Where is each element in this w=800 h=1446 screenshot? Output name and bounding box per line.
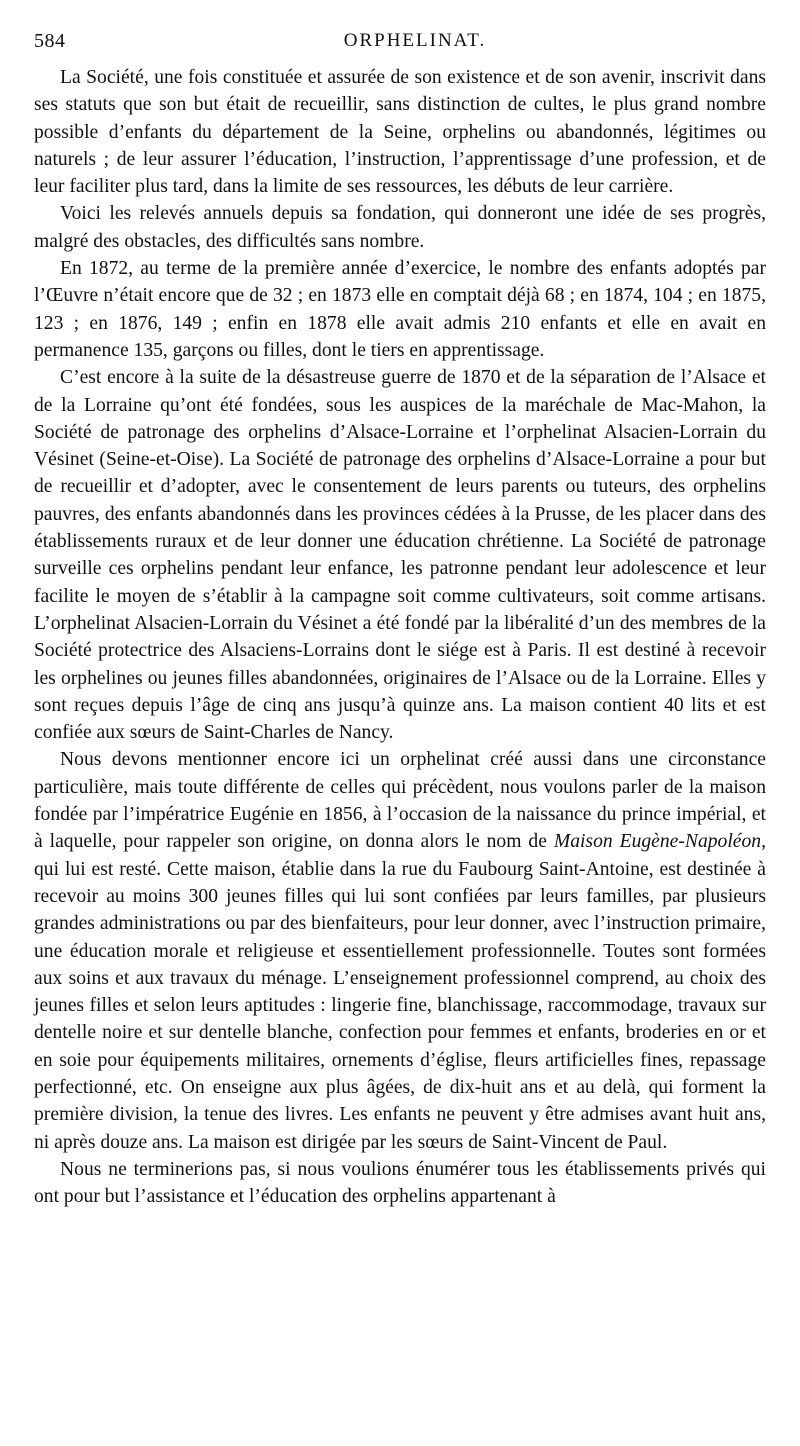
running-title: ORPHELINAT. [343,30,487,51]
paragraph-text-before: Nous devons mentionner encore ici un orphelinat créé aussi dans une circonstance particulière, mais toute différente de celles qui précèdent, nous voulons parler de la maison fondée par l’impératrice Eugénie en 1856, à l’occasion de la naissance du prince impérial, et à laquelle, pour rappeler son origine, on donna alors le nom de [34,749,766,853]
paragraph-releves: Voici les relevés annuels depuis sa fondation, qui donneront une idée de ses progrès, malgré des obstacles, des difficultés sans nombre. [34,203,766,252]
paragraph-statistiques: En 1872, au terme de la première année d’exercice, le nombre des enfants adoptés par l’Œuvre n’était encore que de 32 ; en 1873 elle en comptait déjà 68 ; en 1874, 104 ; en 1875, 123 ; en 1876, 149 ; enfin en 1878 elle avait admis 210 enfants et elle en avait en permanence 135, garçons ou filles, dont le tiers en apprentissage. [34,258,766,361]
paragraph-conclusion: Nous ne terminerions pas, si nous voulions énumérer tous les établissements privés qui ont pour but l’assistance et l’éducation des orphelins appartenant à [34,1158,766,1208]
page-number: 584 [34,30,66,52]
paragraph-alsace-lorraine: C’est encore à la suite de la désastreuse guerre de 1870 et de la séparation de l’Alsace et de la Lorraine qu’ont été fondées, sous les auspices de la maréchale de Mac-Mahon, la Société de patronage des orphelins d’Alsace-Lorraine et l’orphelinat Alsacien-Lorrain du Vésinet (Seine-et-Oise). La Société de patronage des orphelins d’Alsace-Lorraine a pour but de recueillir et d’adopter, avec le consentement de leurs parents ou tuteurs, des orphelins pauvres, des enfants abandonnés dans les provinces cédées à la Prusse, de les placer dans des établissements ruraux et de leur donner une éducation chrétienne. La Société de patronage surveille ces orphelins pendant leur enfance, les patronne pendant leur adolescence et leur facilite le moyen de s’établir à la campagne soit comme cultivateurs, soit comme artisans. L’orphelinat Alsacien-Lorrain du Vésinet a été fondé par la libéralité d’un des membres de la Société protectrice des Alsaciens-Lorrains dont le siége est à Paris. Il est destiné à recevoir les orphelines ou jeunes filles abandonnées, originaires de l’Alsace ou de la Lorraine. Elles y sont reçues depuis l’âge de cinq ans jusqu’à quinze ans. La maison contient 40 lits et est confiée aux sœurs de Saint-Charles de Nancy. [34,367,766,744]
body-text [34,64,766,1210]
running-head [34,30,766,58]
paragraph-statuts: La Société, une fois constituée et assurée de son existence et de son avenir, inscrivit dans ses statuts que son but était de recueillir, sans distinction de cultes, le plus grand nombre possible d’enfants du département de la Seine, orphelins ou abandonnés, légitimes ou naturels ; de leur assurer l’éducation, l’instruction, l’apprentissage d’une profession, et de leur faciliter plus tard, dans la limite de ses ressources, les débuts de leur carrière. [34,67,766,198]
paragraph-maison-eugene-napoleon [34,746,766,1155]
italic-institution-name: Maison Eugène-Napoléon [553,831,762,853]
paragraph-text-after: , qui lui est resté. Cette maison, établie dans la rue du Faubourg Saint-Antoine, est destinée à recevoir au moins 300 jeunes filles qui lui sont confiées par leurs familles, par plusieurs grandes administrations ou par des bienfaiteurs, pour leur donner, avec l’instruction primaire, une éducation morale et religieuse et essentiellement professionnelle. Toutes sont formées aux soins et aux travaux du ménage. L’enseignement professionnel comprend, au choix des jeunes filles et selon leurs aptitudes : lingerie fine, blanchissage, raccommodage, travaux sur dentelle noire et sur dentelle blanche, confection pour femmes et enfants, broderies en or et en soie pour équipements militaires, ornements d’église, fleurs artificielles fines, repassage perfectionné, etc. On enseigne aux plus âgées, de dix-huit ans et au delà, qui forment la première division, la tenue des livres. Les enfants ne peuvent y être admises avant huit ans, ni après douze ans. La maison est dirigée par les sœurs de Saint-Vincent de Paul. [34,831,766,1153]
